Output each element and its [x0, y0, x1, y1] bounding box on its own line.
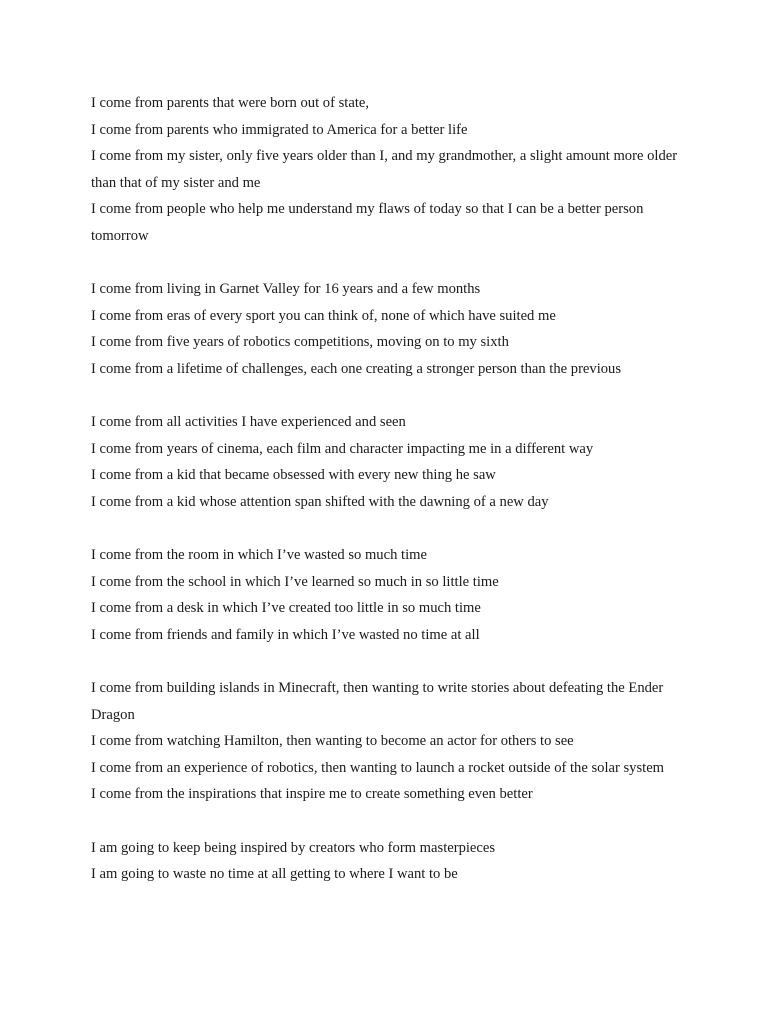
poem-line: I come from a kid whose attention span shifted with the dawning of a new day	[91, 493, 549, 510]
poem-line: I come from friends and family in which I’ve wasted no time at all	[91, 626, 480, 643]
poem-line: I come from the room in which I’ve wasted so much time	[91, 547, 427, 564]
poem-line: I come from building islands in Minecraft, then wanting to write stories about defeating the Ender Dragon	[91, 680, 664, 723]
stanza-2	[91, 276, 691, 382]
stanza-6	[91, 835, 691, 888]
poem-line: I come from a kid that became obsessed with every new thing he saw	[91, 467, 496, 484]
poem-line: I come from five years of robotics competitions, moving on to my sixth	[91, 334, 509, 351]
poem-line: I am going to keep being inspired by creators who form masterpieces	[91, 839, 496, 856]
poem-line: I come from a desk in which I’ve created too little in so much time	[91, 600, 481, 617]
stanza-3	[91, 409, 691, 515]
poem-line: I come from watching Hamilton, then wanting to become an actor for others to see	[91, 733, 574, 750]
poem-line: I come from years of cinema, each film and character impacting me in a different way	[91, 440, 594, 457]
poem-line: I come from parents that were born out of state,	[91, 95, 369, 111]
poem-line: I come from an experience of robotics, then wanting to launch a rocket outside of the solar system	[91, 759, 665, 776]
poem-line: I come from my sister, only five years older than I, and my grandmother, a slight amount more older than that of my sister and me	[91, 148, 678, 191]
stanza-5	[91, 675, 691, 808]
document-page	[91, 90, 691, 914]
poem-line: I come from parents who immigrated to America for a better life	[91, 121, 468, 138]
poem-line: I come from people who help me understand my flaws of today so that I can be a better person tomorrow	[91, 201, 644, 244]
poem-line: I am going to waste no time at all getting to where I want to be	[91, 866, 458, 883]
poem-line: I come from the inspirations that inspire me to create something even better	[91, 786, 533, 803]
poem-line: I come from eras of every sport you can think of, none of which have suited me	[91, 307, 556, 324]
poem-line: I come from the school in which I’ve learned so much in so little time	[91, 573, 499, 590]
poem-line: I come from a lifetime of challenges, each one creating a stronger person than the previous	[91, 360, 622, 377]
stanza-4	[91, 542, 691, 648]
poem-line: I come from all activities I have experienced and seen	[91, 414, 406, 431]
poem-line: I come from living in Garnet Valley for 16 years and a few months	[91, 281, 481, 298]
stanza-1	[91, 90, 691, 250]
